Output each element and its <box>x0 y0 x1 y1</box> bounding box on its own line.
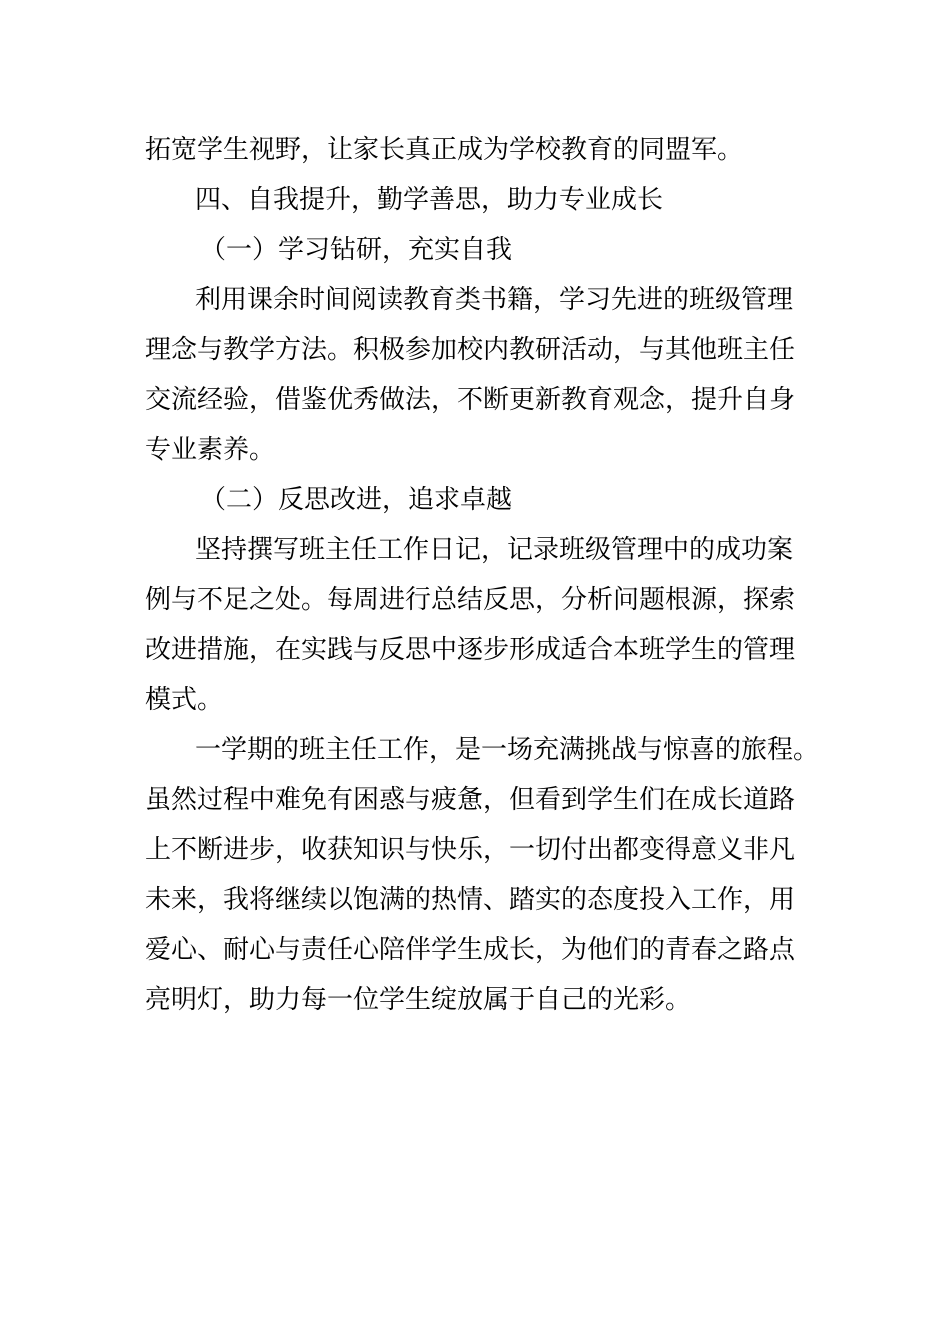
paragraph-line: 坚持撰写班主任工作日记，记录班级管理中的成功案 <box>195 535 794 565</box>
paragraph-line: 虽然过程中难免有困惑与疲惫，但看到学生们在成长道路 <box>145 785 796 815</box>
paragraph-line: 交流经验，借鉴优秀做法，不断更新教育观念，提升自身 <box>145 385 796 415</box>
subsection-heading: （二）反思改进，追求卓越 <box>200 485 513 515</box>
paragraph-line: 模式。 <box>145 685 224 715</box>
paragraph-line: 理念与教学方法。积极参加校内教研活动，与其他班主任 <box>145 335 796 365</box>
paragraph-line: 改进措施，在实践与反思中逐步形成适合本班学生的管理 <box>145 635 796 665</box>
paragraph-line: 利用课余时间阅读教育类书籍，学习先进的班级管理 <box>195 285 794 315</box>
paragraph-line: 一学期的班主任工作，是一场充满挑战与惊喜的旅程。 <box>195 735 820 765</box>
paragraph-line: 亮明灯，助力每一位学生绽放属于自己的光彩。 <box>145 985 692 1015</box>
paragraph-line: 专业素养。 <box>145 435 276 465</box>
section-heading: 四、自我提升，勤学善思，助力专业成长 <box>195 185 664 215</box>
paragraph-line: 例与不足之处。每周进行总结反思，分析问题根源，探索 <box>145 585 796 615</box>
paragraph-line: 上不断进步，收获知识与快乐，一切付出都变得意义非凡 <box>145 835 796 865</box>
paragraph-line: 未来，我将继续以饱满的热情、踏实的态度投入工作，用 <box>145 885 796 915</box>
subsection-heading: （一）学习钻研，充实自我 <box>200 235 513 265</box>
paragraph-line: 拓宽学生视野，让家长真正成为学校教育的同盟军。 <box>145 135 744 165</box>
paragraph-line: 爱心、耐心与责任心陪伴学生成长，为他们的青春之路点 <box>145 935 796 965</box>
